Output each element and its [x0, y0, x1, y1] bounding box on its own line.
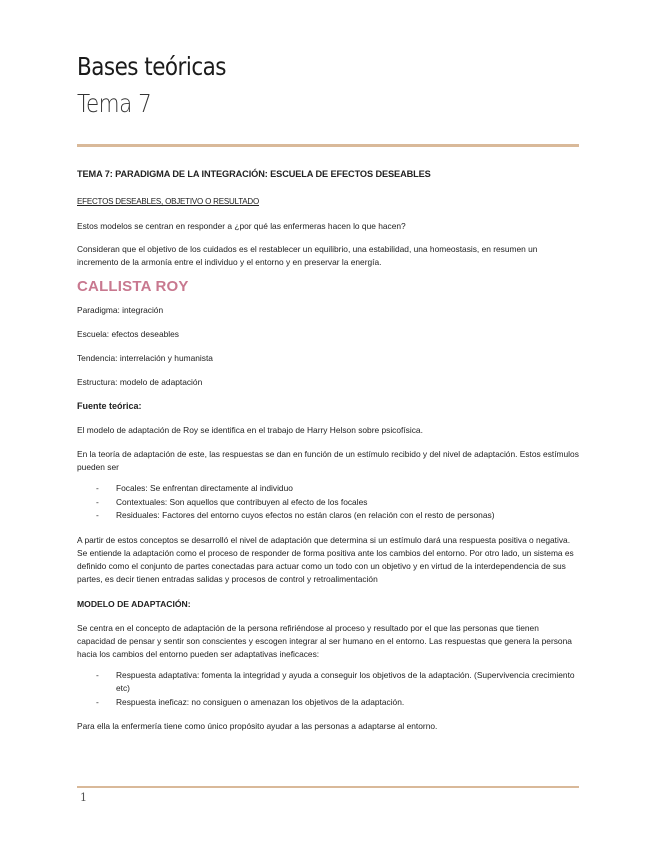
list-item — [77, 509, 579, 523]
intro-paragraph-1: Estos modelos se centran en responder a ¿por qué las enfermeras hacen lo que hacen? — [77, 221, 406, 231]
tema-heading: TEMA 7: PARADIGMA DE LA INTEGRACIÓN: ESCUELA DE EFECTOS DESEABLES — [77, 169, 431, 179]
list-item — [77, 669, 579, 696]
intro-paragraph-2: Consideran que el objetivo de los cuidados es el restablecer un equilibrio, una estabilidad, una homeostasis, en resumen un incremento de la armonía entre el individuo y el entorno y en preservar la energía. — [77, 244, 538, 267]
list-item — [77, 496, 579, 510]
list-item-text: Respuesta ineficaz: no consiguen o amenazan los objetivos de la adaptación. — [116, 696, 405, 707]
closing-paragraph: Para ella la enfermería tiene como único propósito ayudar a las personas a adaptarse al entorno. — [77, 721, 438, 731]
author-heading: CALLISTA ROY — [77, 278, 189, 295]
tendencia-line: Tendencia: interrelación y humanista — [77, 353, 213, 363]
list-dash: - — [96, 669, 99, 680]
footer-rule — [77, 786, 579, 788]
fuente-paragraph-2: En la teoría de adaptación de este, las respuestas se dan en función de un estímulo recibido y del nivel de adaptación. Estos estímulos pueden ser — [77, 449, 579, 472]
fuente-paragraph-1: El modelo de adaptación de Roy se identifica en el trabajo de Harry Helson sobre psicofísica. — [77, 425, 423, 435]
fuente-heading: Fuente teórica: — [77, 401, 142, 411]
list-item-text: Focales: Se enfrentan directamente al individuo — [116, 483, 293, 493]
list-dash: - — [96, 496, 99, 507]
document-title: Bases teóricas — [77, 52, 226, 81]
list-item — [77, 696, 579, 710]
document-body — [77, 168, 579, 733]
header-rule — [77, 144, 579, 147]
list-item-text: Respuesta adaptativa: fomenta la integridad y ayuda a conseguir los objetivos de la adaptación. (Supervivencia crecimiento etc) — [116, 669, 575, 693]
modelo-heading: MODELO DE ADAPTACIÓN: — [77, 598, 191, 609]
page-number: 1 — [80, 791, 87, 804]
list-item — [77, 482, 579, 496]
concepts-paragraph: A partir de estos conceptos se desarrolló el nivel de adaptación que determina si un estímulo dará una respuesta positiva o negativa. Se entiende la adaptación como el proceso de responder de forma positiva ante los cambios del entorno. Por otro lado, un sistema es definido como el conjunto de partes conectadas para actuar como un todo con un objetivo y en virtud de la interdependencia de sus partes, es decir tienen entradas salidas y procesos de control y retroalimentación — [77, 534, 574, 584]
escuela-line: Escuela: efectos deseables — [77, 329, 179, 339]
section-underlined-heading: EFECTOS DESEABLES, OBJETIVO O RESULTADO — [77, 197, 260, 206]
list-item-text: Residuales: Factores del entorno cuyos efectos no están claros (en relación con el resto de personas) — [116, 510, 495, 520]
estructura-line: Estructura: modelo de adaptación — [77, 377, 203, 387]
list-item-text: Contextuales: Son aquellos que contribuyen al efecto de los focales — [116, 496, 368, 507]
list-dash: - — [96, 510, 99, 520]
responses-list — [77, 669, 579, 710]
list-dash: - — [96, 696, 99, 707]
modelo-paragraph: Se centra en el concepto de adaptación de la persona refiriéndose al proceso y resultado por el que las personas que tienen capacidad de pensar y sentir son conscientes y escogen integrar al ser humano en el entorno. Las respuestas que genera la persona hacia los cambios del entorno pueden ser adaptativas ineficaces: — [77, 622, 572, 659]
paradigma-line: Paradigma: integración — [77, 305, 164, 315]
stimuli-list — [77, 482, 579, 523]
document-subtitle: Tema 7 — [77, 89, 152, 118]
list-dash: - — [96, 483, 99, 493]
